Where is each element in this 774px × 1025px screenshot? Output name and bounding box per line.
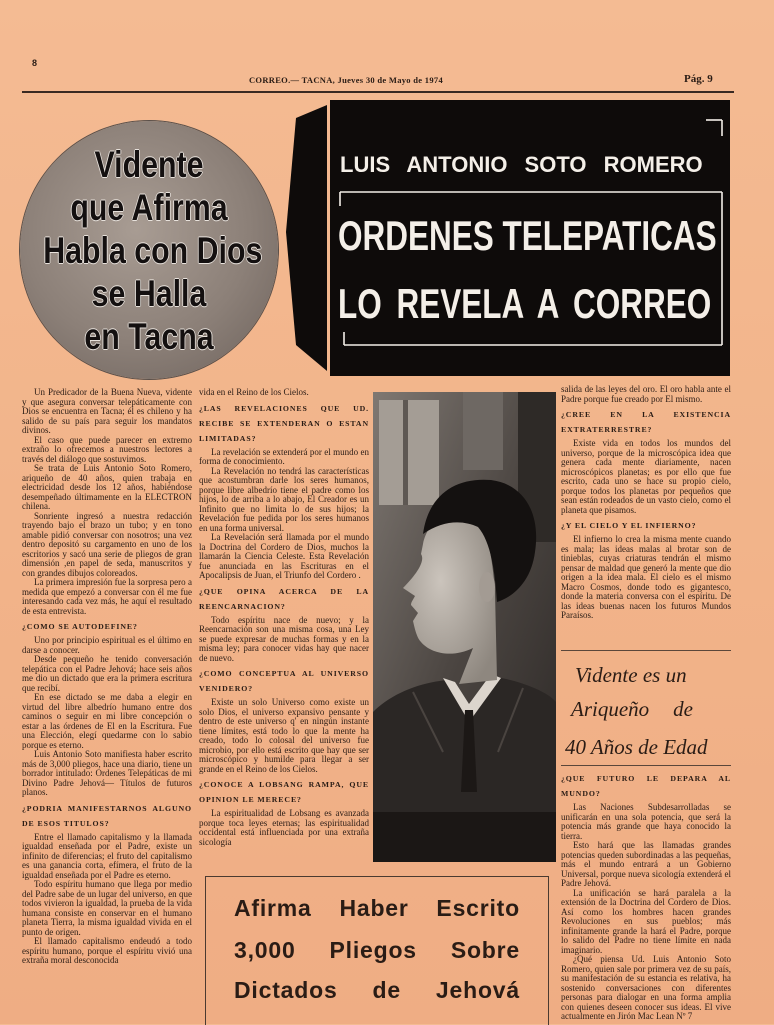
question-heading: ¿QUE OPINA ACERCA DE LA REENCARNACION? xyxy=(199,586,369,611)
paragraph: La espiritualidad de Lobsang es avanzada porque toca leyes eternas; las espiritualidad occidental está influenciada por una extraña sicología xyxy=(199,808,369,847)
bottom-headline-word: Dictados xyxy=(234,977,338,1003)
paragraph: Esto hará que las llamadas grandes potencias queden subordinadas a las pequeñas, más el mundo entrará a un Gobierno Universal, porque nueva sicología extenderá el Padre Jehová. xyxy=(561,840,731,888)
article-column-1 xyxy=(22,388,192,1024)
ear xyxy=(479,572,495,602)
bottom-headline-word: Sobre xyxy=(450,937,520,963)
callout-box xyxy=(561,650,731,766)
bottom-headline-word: Pliegos xyxy=(329,937,417,963)
banner-headline-line: LO REVELA A CORREO xyxy=(338,280,712,327)
paragraph: La Revelación no tendrá las características que acostumbran darle los seres humanos, porque libre albedrío tiene el padre como los hijos, lo de arriba a lo abajo, El Creador es un Infinito que no limita lo de sus hijos; la Revelación fue pedida por los seres humanos en una forma universal. xyxy=(199,465,369,533)
paragraph: El infierno lo crea la misma mente cuando es mala; las ideas malas al brotar son de tinieblas, cuyas criaturas tendrán el mismo pensar de maldad que generó la mente que dio origen a la idea mala. El cielo es el mismo Macro Cosmos, donde todo es gigantesco, donde la materia conversa con el espíritu. De las ideas buenas nacen los futuros Mundos Paraísos. xyxy=(561,534,731,620)
paragraph: Luis Antonio Soto manifiesta haber escrito más de 3,000 pliegos, hace una diario, tiene un borrador intitulado: Ordenes Telepáticas de mi Divino Padre Jehová— Títulos de futuros planos. xyxy=(22,749,192,797)
article-column-2 xyxy=(199,388,369,872)
question-heading: ¿QUE FUTURO LE DEPARA AL MUNDO? xyxy=(561,774,731,798)
photo-bottom-band xyxy=(373,812,556,862)
interviewee-name: LUIS ANTONIO SOTO ROMERO xyxy=(340,152,703,177)
callout-word: de xyxy=(673,697,693,721)
paragraph: La revelación se extenderá por el mundo en forma de conocimiento. xyxy=(199,446,369,466)
bottom-headline-word: Jehová xyxy=(435,977,520,1003)
header-rule xyxy=(22,91,734,93)
question-heading: ¿COMO SE AUTODEFINE? xyxy=(22,622,138,631)
paragraph: ¿Qué piensa Ud. Luis Antonio Soto Romero, quien sale por primera vez de su país, su manifestación de su estancia es relativa, ha sostenido conversaciones con diferentes personas para dialogar en una forma amplia con quienes deseen conocer sus ideas. El vive actualmente en Jirón Mac Lean Nº 7 xyxy=(561,954,731,1021)
portrait-photo xyxy=(373,392,556,862)
circle-headline-line: Habla con Dios xyxy=(43,230,263,271)
paragraph: En ese dictado se me daba a elegir en virtud del libre albedrío humano entre dos caminos o seguir en mi libre concepción o estar a las órdenes de El en la Escritura. Fue una Elección, elegí quedarme con lo sabio porque es eterno. xyxy=(22,692,192,750)
paragraph: Todo espíritu nace de nuevo; y la Reencarnación son una misma cosa, una Ley se puede expresar de muchas formas y en la misma ley; para conocer vidas hay que nacer de nuevo. xyxy=(199,614,369,663)
circle-headline xyxy=(20,121,278,379)
circle-headline-line: Vidente xyxy=(94,144,204,185)
paragraph: Sonriente ingresó a nuestra redacción trayendo bajo el brazo un tubo; y en tono amable pidió conversar con nosotros; una vez dentro depositó su cargamento en uno de los escritorios y sacó una serie de pliegos de gran dimensión ,en papel de seda, manuscritos y con grandes dibujos coloreados. xyxy=(22,510,192,578)
question-heading: ¿Y EL CIELO Y EL INFIERNO? xyxy=(561,521,697,530)
newspaper-dateline: CORREO.— TACNA, Jueves 30 de Mayo de 1974 xyxy=(248,75,444,85)
paragraph: Todo espíritu humano que llega por medio del Padre sabe de un lugar del universo, en que todos vivieron la igualdad, la prueba de la vida humana consiste en conservar en el humano planeta Tierra, la misma igualdad vivida en el punto de origen. xyxy=(22,879,192,937)
bottom-headline-row xyxy=(234,977,520,1004)
paragraph: Existe un solo Universo como existe un solo Dios, el universo expansivo pensante y dentro de este universo q' en ningún instante tiene límites, está todo lo que la mente ha creado, todo lo colosal del universo fue microbio, por ello está escrito que hay que ser microscópico y humilde para llegar a ser grande en el Reino de los Cielos. xyxy=(199,697,369,774)
article-column-3-bottom xyxy=(561,768,731,1024)
bottom-headline-word: 3,000 xyxy=(234,937,296,963)
callout-line: Vidente es un xyxy=(575,663,687,687)
question-heading: ¿COMO CONCEPTUA AL UNIVERSO VENIDERO? xyxy=(199,669,369,693)
paragraph: Uno por principio espiritual es el último en darse a conocer. xyxy=(22,635,192,655)
circle-headline-line: que Afirma xyxy=(70,187,228,228)
page-number: Pág. 9 xyxy=(684,73,713,85)
paragraph: La Revelación será llamada por el mundo la Doctrina del Cordero de Dios, muchos la llamarán la Ciencia Celeste. Esta Revelación fue anunciada en las Escrituras en el Apocalipsis de Juan, el Triunfo del Cordero . xyxy=(199,532,369,580)
question-heading: ¿LAS REVELACIONES QUE UD. RECIBE SE EXTENDERAN O ESTAN LIMITADAS? xyxy=(199,403,369,443)
circle-headline-text xyxy=(20,143,278,358)
bottom-headline-word: de xyxy=(372,977,401,1003)
bottom-headline-row xyxy=(234,895,520,922)
callout-line xyxy=(571,697,693,722)
circle-headline-line: en Tacna xyxy=(84,316,214,357)
paragraph: La primera impresión fue la sorpresa pero a medida que empezó a conversar con él me fue interesando cada vez más, he aquí el resultado de esta entrevista. xyxy=(22,577,192,616)
arrow-shape xyxy=(286,105,327,371)
bottom-headline-row xyxy=(234,937,520,964)
callout-word: Ariqueño xyxy=(571,697,650,721)
bottom-headline-word: Escrito xyxy=(436,895,520,921)
paragraph: Las Naciones Subdesarrolladas se unificarán en una sola potencia, que será la potencia más grande que haya conocido la tierra. xyxy=(561,802,731,841)
paragraph: Existe vida en todos los mundos del universo, porque de la microscópica idea que genera cada mente diariamente, nacen microscópicos planetas; es por ello que fue escrito, cada uno se hace su propio cielo, porque todos los planetas por pequeños que sean están rodeados de un vasto cielo, como el planeta que pisamos. xyxy=(561,438,731,515)
question-heading: ¿CONOCE A LOBSANG RAMPA, QUE OPINION LE MERECE? xyxy=(199,780,369,804)
paragraph: El caso que puede parecer en extremo extraño lo ofrecemos a nuestros lectores a través del diálogo que sostuvimos. xyxy=(22,434,192,464)
callout-line: 40 Años de Edad xyxy=(565,735,708,759)
question-heading: ¿CREE EN LA EXISTENCIA EXTRATERRESTRE? xyxy=(561,410,731,434)
paragraph: salida de las leyes del oro. El oro habla ante el Padre porque fue creado por El mismo. xyxy=(561,385,731,404)
paragraph: Se trata de Luis Antonio Soto Romero, ariqueño de 40 años, quien trabaja en electricidad desde los 12 años, habiéndose desempeñado últimamente en la ELECTRON chilena. xyxy=(22,463,192,511)
circle-headline-line: se Halla xyxy=(91,273,207,314)
headline-banner xyxy=(330,100,730,376)
page-mark: 8 xyxy=(32,58,38,68)
banner-headline-line: ORDENES TELEPATICAS xyxy=(338,212,717,259)
article-column-3-top xyxy=(561,385,731,647)
paragraph: El llamado capitalismo endeudó a todo espíritu humano, porque el espíritu vivió una extraña moral desconocida xyxy=(22,936,192,965)
paragraph: Desde pequeño he tenido conversación telepática con el Padre Jehová; hace seis años me dio un dictado que era la primera escritura que recibí. xyxy=(22,654,192,693)
bottom-headline-box xyxy=(205,876,549,1025)
bottom-headline-word: Haber xyxy=(339,895,409,921)
question-heading: ¿PODRIA MANIFESTARNOS ALGUNO DE ESOS TITULOS? xyxy=(22,803,192,828)
bottom-headline-word: Afirma xyxy=(234,895,312,921)
paragraph: Un Predicador de la Buena Nueva, vidente y que asegura conversar telepáticamente con Dios se encuentra en Tacna; él es chileno y ha salido de su país para seguir los mandatos divinos. xyxy=(22,388,192,435)
paragraph: vida en el Reino de los Cielos. xyxy=(199,388,309,397)
paragraph: La unificación se hará paralela a la extensión de la Doctrina del Cordero de Dios. Así como los hombres hacen grandes Revoluciones en sus pueblos; más infinitamente grande la hará el Padre, porque lo salido del Padre no tiene límite en nada imaginario. xyxy=(561,887,731,955)
paragraph: Entre el llamado capitalismo y la llamada igualdad enseñada por el Padre, existe un infinito de diferencias; el fruto del capitalismo es una ganancia corta, efímera, el fruto de la igualdad enseñada por el Padre es eterno. xyxy=(22,831,192,880)
portrait-image xyxy=(373,392,556,862)
arrow-ornament xyxy=(284,100,330,376)
